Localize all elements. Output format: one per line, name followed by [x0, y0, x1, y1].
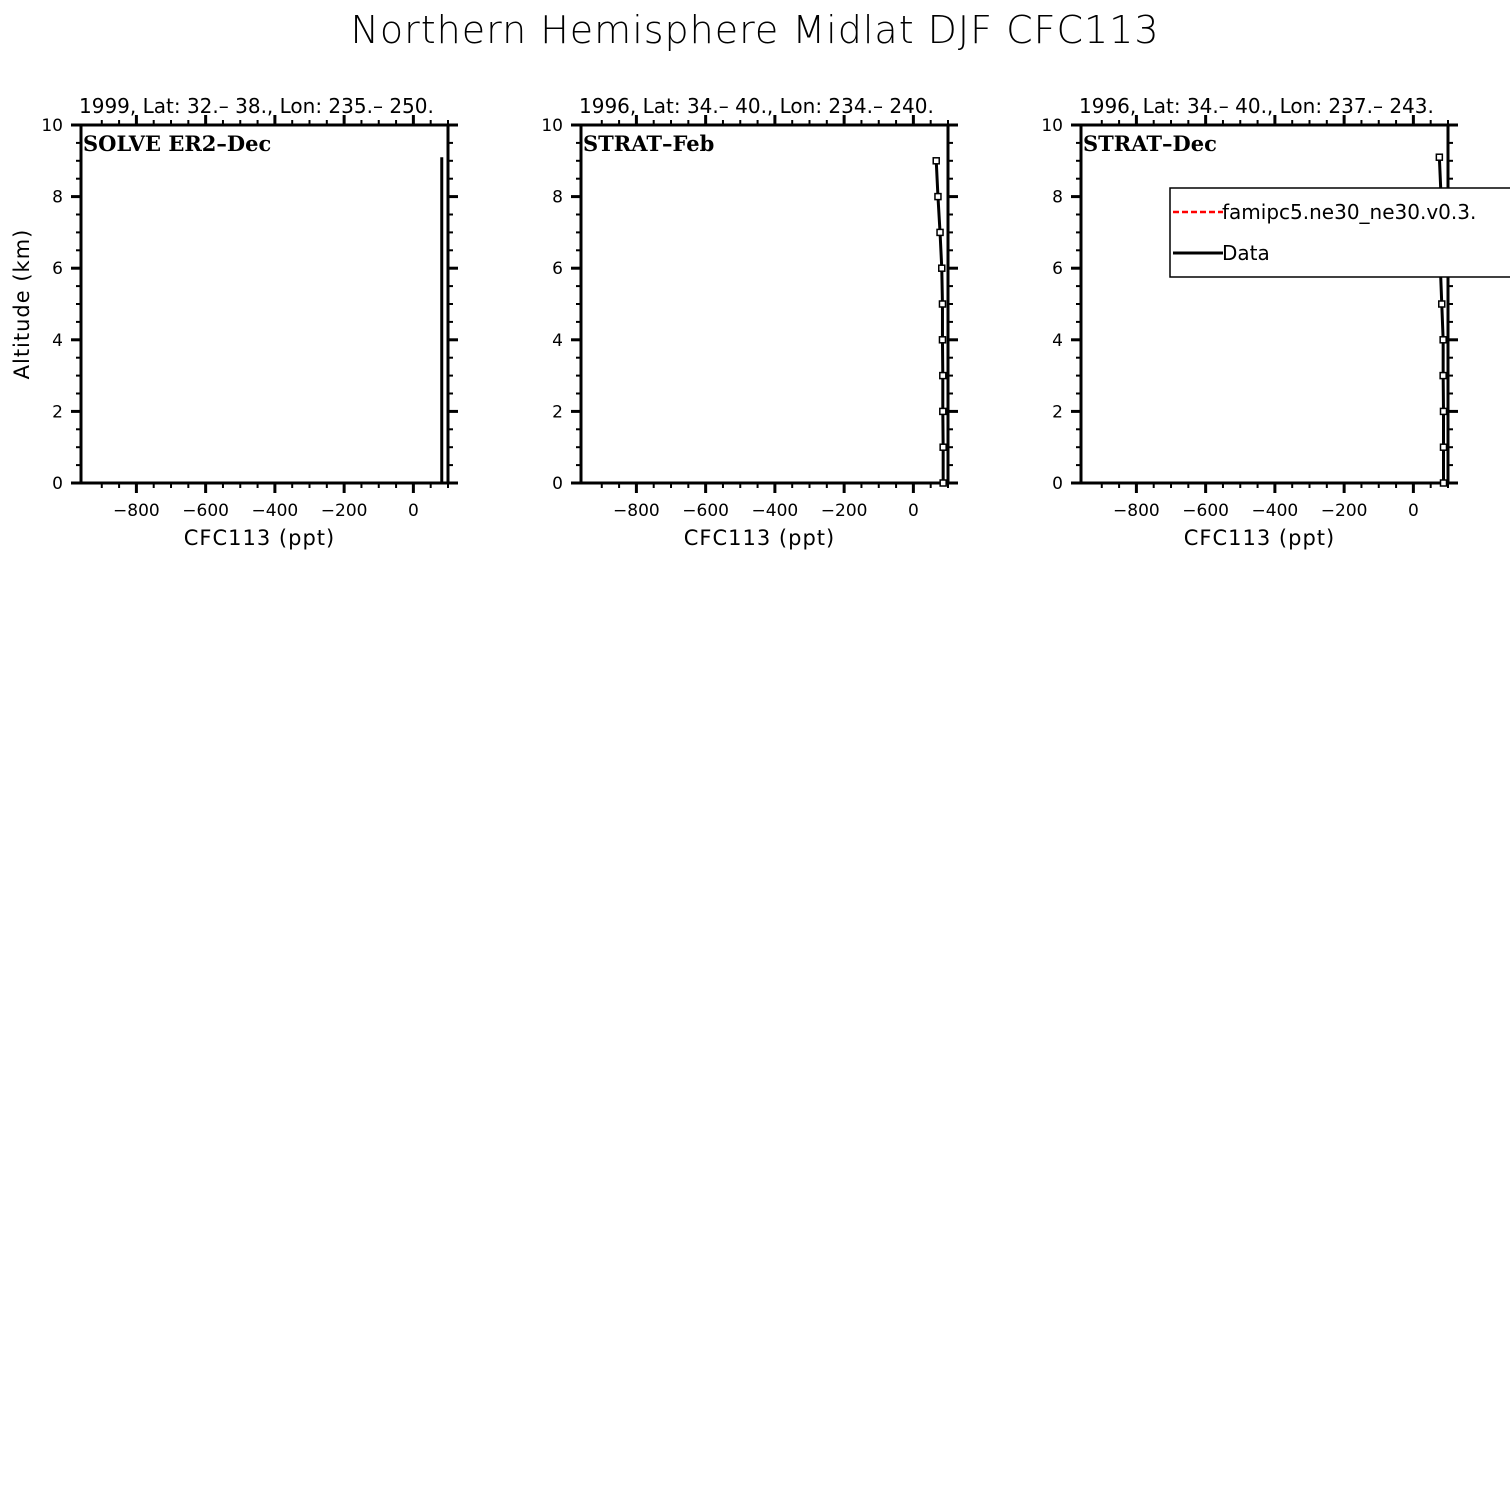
- x-tick-label: −800: [613, 501, 660, 521]
- plot-frame: [81, 125, 448, 483]
- x-tick-label: −800: [113, 501, 160, 521]
- y-tick-label: 10: [41, 116, 63, 136]
- y-tick-label: 8: [52, 187, 63, 208]
- figure-title: Northern Hemisphere Midlat DJF CFC113: [350, 8, 1160, 52]
- data-point-marker: [1440, 408, 1446, 414]
- y-tick-label: 6: [52, 259, 63, 280]
- data-point-marker: [1440, 444, 1446, 450]
- chart-panel-1: [41, 94, 458, 550]
- panel-title: 1996, Lat: 34.– 40., Lon: 237.– 243.: [1079, 94, 1434, 118]
- y-tick-label: 8: [1052, 187, 1063, 208]
- x-tick-label: 0: [1407, 501, 1419, 521]
- data-point-marker: [1439, 301, 1445, 307]
- y-tick-label: 10: [1041, 116, 1063, 136]
- x-tick-label: −800: [1113, 501, 1160, 521]
- y-tick-label: 10: [541, 116, 563, 136]
- y-tick-label: 6: [552, 259, 563, 280]
- y-tick-label: 8: [552, 187, 563, 208]
- panel-title: 1996, Lat: 34.– 40., Lon: 234.– 240.: [579, 94, 934, 118]
- y-tick-label: 2: [52, 402, 63, 423]
- y-tick-label: 4: [52, 330, 63, 351]
- data-point-marker: [939, 301, 945, 307]
- y-tick-label: 6: [1052, 259, 1063, 280]
- panel-label: STRAT–Dec: [1083, 131, 1217, 156]
- x-axis-label: CFC113 (ppt): [683, 526, 836, 550]
- panel-title: 1999, Lat: 32.– 38., Lon: 235.– 250.: [79, 94, 434, 118]
- plot-frame: [581, 125, 948, 483]
- x-axis-label: CFC113 (ppt): [183, 526, 336, 550]
- data-series-line: [936, 161, 943, 483]
- data-point-marker: [940, 444, 946, 450]
- data-point-marker: [935, 194, 941, 200]
- data-point-marker: [939, 337, 945, 343]
- chart-panel-3: [1041, 94, 1510, 550]
- y-tick-label: 0: [1052, 474, 1063, 494]
- legend-entry-label: famipc5.ne30_ne30.v0.3.: [1222, 200, 1477, 224]
- y-tick-label: 2: [1052, 402, 1063, 423]
- data-point-marker: [940, 408, 946, 414]
- data-point-marker: [1440, 337, 1446, 343]
- legend: [1170, 188, 1510, 277]
- data-point-marker: [940, 480, 946, 486]
- y-axis-label: Altitude (km): [10, 228, 34, 380]
- x-tick-label: −400: [751, 501, 799, 521]
- y-tick-label: 0: [552, 474, 563, 494]
- x-tick-label: −400: [1251, 501, 1299, 521]
- plot-frame: [1081, 125, 1448, 483]
- y-tick-label: 4: [552, 330, 563, 351]
- x-axis-label: CFC113 (ppt): [1183, 526, 1336, 550]
- data-point-marker: [933, 158, 939, 164]
- x-tick-label: 0: [907, 501, 919, 521]
- x-tick-label: −400: [251, 501, 299, 521]
- legend-entry-label: Data: [1222, 241, 1270, 265]
- panel-label: STRAT–Feb: [583, 131, 715, 156]
- y-tick-label: 2: [552, 402, 563, 423]
- data-point-marker: [937, 229, 943, 235]
- data-point-marker: [1440, 373, 1446, 379]
- y-tick-label: 4: [1052, 330, 1063, 351]
- data-point-marker: [1440, 480, 1446, 486]
- x-tick-label: −600: [682, 501, 729, 521]
- x-tick-label: −200: [1320, 501, 1368, 521]
- data-point-marker: [1436, 154, 1442, 160]
- x-tick-label: −200: [820, 501, 868, 521]
- x-tick-label: −200: [320, 501, 368, 521]
- x-tick-label: −600: [182, 501, 229, 521]
- panel-label: SOLVE ER2–Dec: [83, 131, 272, 156]
- chart-panel-2: [541, 94, 958, 550]
- x-tick-label: 0: [407, 501, 419, 521]
- y-tick-label: 0: [52, 474, 63, 494]
- data-point-marker: [940, 373, 946, 379]
- x-tick-label: −600: [1182, 501, 1229, 521]
- data-point-marker: [939, 265, 945, 271]
